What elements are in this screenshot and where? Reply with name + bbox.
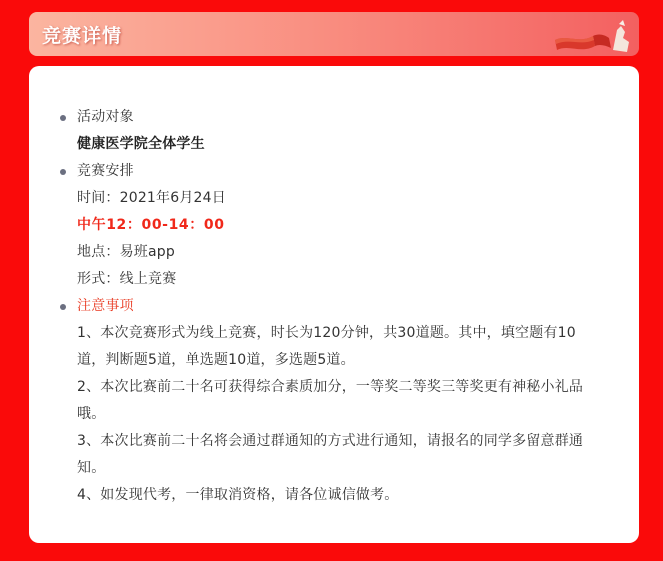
note-line: 道，判断题5道，单选题10道，多选题5道。 bbox=[77, 352, 355, 368]
section-heading: 竞赛安排 bbox=[77, 163, 134, 179]
section-activity-target bbox=[59, 104, 627, 158]
bullet-icon bbox=[60, 169, 66, 175]
schedule-format: 形式：线上竞赛 bbox=[77, 271, 177, 287]
flag-icon bbox=[549, 18, 637, 56]
note-line: 4、如发现代考，一律取消资格，请各位诚信做考。 bbox=[77, 487, 399, 503]
schedule-location: 地点：易班app bbox=[77, 244, 175, 260]
schedule-time: 中午12：00-14：00 bbox=[77, 217, 225, 233]
section-heading: 活动对象 bbox=[77, 109, 134, 125]
note-line: 2、本次比赛前二十名可获得综合素质加分，一等奖二等奖三等奖更有神秘小礼品 bbox=[77, 379, 584, 395]
section-notes bbox=[59, 293, 627, 509]
section-header bbox=[29, 12, 639, 56]
bullet-icon bbox=[60, 115, 66, 121]
bullet-icon bbox=[60, 304, 66, 310]
section-heading: 注意事项 bbox=[77, 298, 134, 314]
details-list bbox=[59, 104, 627, 509]
target-audience: 健康医学院全体学生 bbox=[77, 136, 205, 152]
note-line: 知。 bbox=[77, 460, 106, 476]
schedule-date: 时间：2021年6月24日 bbox=[77, 190, 226, 206]
note-line: 1、本次竞赛形式为线上竞赛，时长为120分钟，共30道题。其中，填空题有10 bbox=[77, 325, 576, 341]
page-title: 竞赛详情 bbox=[42, 25, 123, 47]
section-schedule bbox=[59, 158, 627, 293]
details-card bbox=[29, 66, 639, 543]
note-line: 哦。 bbox=[77, 406, 106, 422]
note-line: 3、本次比赛前二十名将会通过群通知的方式进行通知，请报名的同学多留意群通 bbox=[77, 433, 584, 449]
